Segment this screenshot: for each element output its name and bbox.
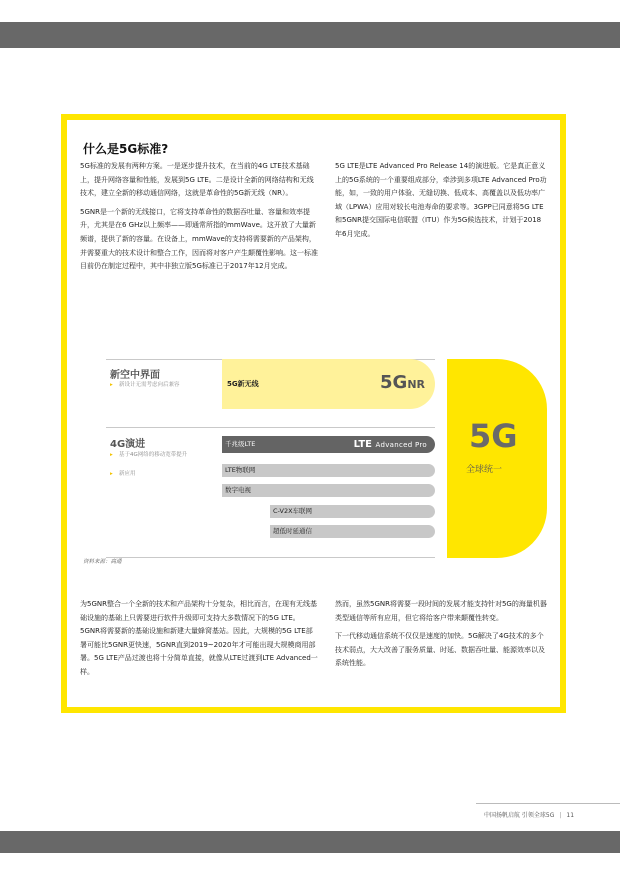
lte-bullet: ▸ 新应用	[110, 470, 214, 478]
footer-text: 中国扬帆启航 引领全球5G	[484, 812, 555, 819]
5g-big-label: 5G	[469, 417, 518, 455]
gigabit-lte-label: 千兆级LTE	[225, 440, 256, 448]
source-note: 资料来源：高通	[83, 559, 122, 565]
5g-unified-label: 全球统一	[466, 465, 503, 475]
divider	[106, 557, 435, 558]
footer-divider	[476, 803, 620, 804]
nr-section-title: 新空中界面	[110, 370, 160, 381]
bottom-left-column	[80, 598, 318, 685]
digital-tv-row: 数字电视	[222, 484, 435, 497]
footer-bar	[0, 831, 620, 853]
paragraph: 为5GNR整合一个全新的技术和产品架构十分复杂，相比而言，在现有无线基础设施的基础上只需要进行软件升级即可支持大多数情况下的5G LTE。5GNR将需要新的基础设施和新建大量蜂窝基站。因此，大规模的5G LTE部署可能比5GNR更快速，5GNR直到2019~2020年才可能出现大规模商用部署。5G LTE产品过渡也将十分简单直接，就像从LTE过渡到LTE Advanced一样。	[80, 600, 318, 676]
nr-label: 5G新无线	[227, 380, 259, 388]
nr-bullet: ▸ 新设计无需考虑向后兼容	[110, 381, 214, 389]
lte-section-title: 4G演进	[110, 439, 146, 450]
divider	[106, 427, 435, 428]
footer-separator: |	[559, 812, 562, 819]
gigabit-lte-row	[222, 436, 435, 453]
paragraph: 然而，虽然5GNR将需要一段时间的发展才能支持针对5G的海量机器类型通信等所有应用，但它将给客户带来颠覆性转变。	[335, 600, 547, 622]
header-bar	[0, 22, 620, 48]
paragraph: 5G标准的发展有两种方案。一是逐步提升技术，在当前的4G LTE技术基础上，提升网络容量和性能，发展到5G LTE。二是设计全新的网络结构和无线技术，建立全新的移动通信网络，这就是革命性的5G新无线（NR）。	[80, 162, 314, 198]
box-title: 什么是5G标准?	[83, 142, 169, 156]
nr-block	[222, 359, 435, 409]
paragraph: 下一代移动通信系统不仅仅是速度的加快。5G解决了4G技术的多个技术弱点，大大改善了服务质量、时延、数据吞吐量、能源效率以及系统性能。	[335, 632, 545, 668]
low-latency-row: 超低时延通信	[270, 525, 435, 538]
cv2x-row: C-V2X车联网	[270, 505, 435, 518]
paragraph: 5G LTE是LTE Advanced Pro Release 14的演进版。它是真正意义上的5G系统的一个重要组成部分，牵涉到多项LTE Advanced Pro功能，如，一致的用户体验、无缝切换、低成本、高覆盖以及低功率广域（LPWA）应用对较长电池寿命的要求等。3GPP已同意将5G LTE和5GNR提交国际电信联盟（ITU）作为5G候选技术，计划于2018年6月完成。	[335, 162, 547, 238]
5g-unified-block	[447, 359, 547, 558]
bottom-right-column	[335, 598, 547, 676]
info-box	[61, 114, 566, 713]
page-footer	[484, 810, 574, 819]
lte-bullet: ▸ 基于4G网络的移动宽带提升	[110, 451, 214, 459]
page-number: 11	[566, 812, 575, 819]
paragraph: 5GNR是一个新的无线接口，它将支持革命性的数据吞吐量、容量和效率提升，尤其是在6 GHz以上频率——即通常所指的mmWave。这开放了大量新频谱，提供了新的容量。在设备上，mmWave的支持将需要新的产品架构，并需要重大的技术设计和整合工作，因而将对客户产生颠覆性影响。这一标准目前仍在制定过程中，其中非独立版5G标准已于2017年12月完成。	[80, 207, 318, 271]
lte-advanced-pro-label: LTE Advanced Pro	[353, 439, 427, 450]
lte-iot-row: LTE物联网	[222, 464, 435, 477]
nr-big-label: 5GNR	[380, 372, 425, 393]
